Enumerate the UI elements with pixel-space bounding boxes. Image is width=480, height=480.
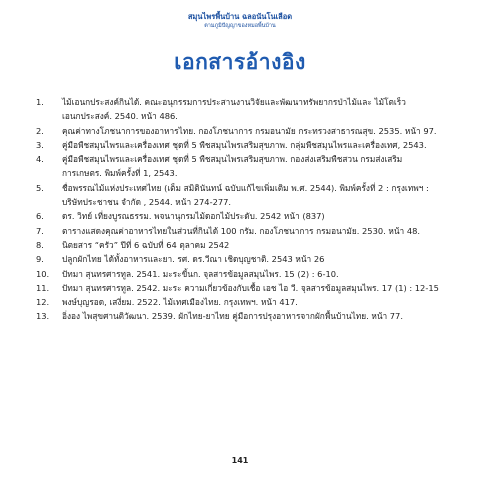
reference-text: ตารางแสดงคุณค่าอาหารไทยในส่วนที่กินได้ 100 กรัม. กองโภชนาการ กรมอนามัย. 2530. หน้า 48. (62, 225, 421, 236)
running-header (0, 12, 480, 30)
reference-number: 3. (36, 139, 44, 150)
reference-item (0, 224, 480, 238)
reference-number: 7. (36, 225, 44, 236)
reference-number: 8. (36, 239, 44, 250)
reference-item (0, 124, 480, 138)
reference-item (0, 209, 480, 223)
reference-text: พงษ์บุญรอด, เสงี่ยม. 2522. ไม้เทศเมืองไทย. กรุงเทพฯ. หน้า 417. (62, 297, 298, 308)
reference-item (0, 267, 480, 281)
reference-item (0, 281, 480, 295)
reference-text: คู่มือพืชสมุนไพรและเครื่องเทศ ชุดที่ 5 พืชสมุนไพรเสริมสุขภาพ. กองส่งเสริมพืชสวน กรมส่งเสริมการเกษตร. พิมพ์ครั้งที่ 1, 2543. (62, 154, 403, 179)
reference-number: 12. (36, 297, 50, 308)
reference-item (0, 238, 480, 252)
reference-number: 1. (36, 97, 44, 107)
reference-item (0, 152, 480, 181)
page-number: 141 (231, 456, 249, 465)
reference-text: ปัทมา สุนทรศารทูล. 2542. มะระ ความเกี่ยวข้องกับเชื้อ เอช ไอ วี. จุลสารข้อมูลสมุนไพร. 17 (1) : 12-15 (62, 282, 439, 293)
reference-item (0, 295, 480, 309)
reference-number: 13. (36, 311, 50, 322)
reference-text: ดร. วิทย์ เที่ยงบูรณธรรม. พจนานุกรมไม้ดอกไม้ประดับ. 2542 หน้า (837) (62, 211, 325, 222)
reference-number: 2. (36, 125, 44, 136)
reference-text: ไม้เอนกประสงค์กินได้. คณะอนุกรรมการประสานงานวิจัยและพัฒนาทรัพยากรป่าไม้และ ไม้โตเร็วเอนกประสงค์. 2540. หน้า 486. (62, 97, 406, 122)
reference-number: 9. (36, 254, 44, 265)
header-title: สมุนไพรพื้นบ้าน ฉลอนันโนเลือด (187, 12, 293, 21)
reference-text: อิ่งอง ไพสุขศานติวัฒนา. 2539. ผักไทย-ยาไทย คู่มือการปรุงอาหารจากผักพื้นบ้านไทย. หน้า 77. (62, 311, 403, 322)
reference-item (0, 252, 480, 266)
reference-text: นิตยสาร “ครัว” ปีที่ 6 ฉบับที่ 64 ตุลาคม 2542 (62, 239, 230, 250)
header-subtitle: ตามภูมิปัญญาของหมอพื้นบ้าน (204, 23, 276, 29)
reference-number: 11. (36, 282, 50, 293)
reference-text: คู่มือพืชสมุนไพรและเครื่องเทศ ชุดที่ 5 พืชสมุนไพรเสริมสุขภาพ. กลุ่มพืชสมุนไพรและเครื่องเทศ, 2543. (62, 139, 427, 150)
reference-number: 6. (36, 211, 44, 222)
page-title: เอกสารอ้างอิง (174, 50, 306, 74)
reference-item (0, 95, 480, 124)
reference-item (0, 138, 480, 152)
reference-number: 4. (36, 154, 44, 165)
reference-number: 10. (36, 268, 50, 279)
reference-text: ชื่อพรรณไม้แห่งประเทศไทย (เต็ม สมิตินันทน์ ฉบับแก้ไขเพิ่มเติม พ.ศ. 2544). พิมพ์ครั้งที่ 2 : กรุงเทพฯ : บริษัทประชาชน จำกัด , 2544. หน้า 274-277. (62, 182, 429, 208)
reference-text: ปลูกผักไทย ได้ทั้งอาหารและยา. รศ. ดร.วีณา เชิดบุญชาติ. 2543 หน้า 26 (62, 254, 325, 265)
reference-item (0, 309, 480, 323)
reference-list (0, 95, 480, 324)
reference-text: คุณค่าทางโภชนาการของอาหารไทย. กองโภชนาการ กรมอนามัย กระทรวงสาธารณสุข. 2535. หน้า 97. (62, 125, 437, 136)
reference-number: 5. (36, 182, 44, 193)
reference-text: ปัทมา สุนทรศารทูล. 2541. มะระขี้นก. จุลสารข้อมูลสมุนไพร. 15 (2) : 6-10. (62, 268, 339, 279)
reference-item (0, 181, 480, 210)
